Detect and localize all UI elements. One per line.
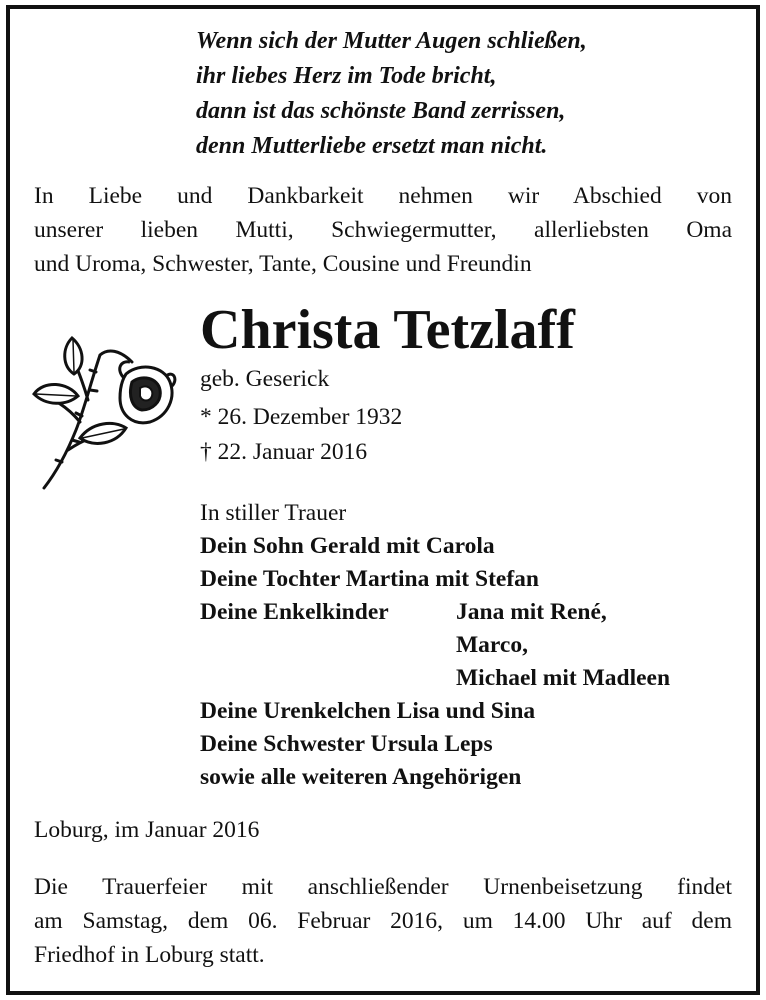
intro-line: In Liebe und Dankbarkeit nehmen wir Abschied von [34,183,732,209]
poem-line: Wenn sich der Mutter Augen schließen, [196,28,587,54]
grandchild: Jana mit René, [456,599,607,625]
mourner-others: sowie alle weiteren Angehörigen [200,764,522,790]
death-date: † 22. Januar 2016 [200,439,368,465]
mourner-sister: Deine Schwester Ursula Leps [200,731,493,757]
intro-line: unserer lieben Mutti, Schwiegermutter, allerliebsten Oma [34,217,732,243]
intro-line: und Uroma, Schwester, Tante, Cousine und Freundin [34,251,532,277]
poem-line: denn Mutterliebe ersetzt man nicht. [196,133,548,159]
grandchild: Michael mit Madleen [456,665,671,691]
rose-icon [28,330,188,500]
place-date: Loburg, im Januar 2016 [34,817,260,843]
funeral-line: Die Trauerfeier mit anschließender Urnenbeisetzung findet [34,874,732,900]
mourner-son: Dein Sohn Gerald mit Carola [200,533,495,559]
funeral-line: am Samstag, dem 06. Februar 2016, um 14.00 Uhr auf dem [34,908,732,934]
mourning-heading: In stiller Trauer [200,500,347,526]
deceased-name: Christa Tetzlaff [200,299,575,361]
maiden-name: geb. Geserick [200,366,330,392]
poem-line: dann ist das schönste Band zerrissen, [196,98,566,124]
birth-date: * 26. Dezember 1932 [200,404,403,430]
mourner-daughter: Deine Tochter Martina mit Stefan [200,566,539,592]
funeral-notice [34,870,732,972]
grandchildren-label: Deine Enkelkinder [200,599,389,625]
funeral-line: Friedhof in Loburg statt. [34,942,265,968]
grandchild: Marco, [456,632,528,658]
intro-text [34,179,732,281]
poem-line: ihr liebes Herz im Tode bricht, [196,63,497,89]
mourner-great-grandchildren: Deine Urenkelchen Lisa und Sina [200,698,536,724]
poem [196,24,587,164]
